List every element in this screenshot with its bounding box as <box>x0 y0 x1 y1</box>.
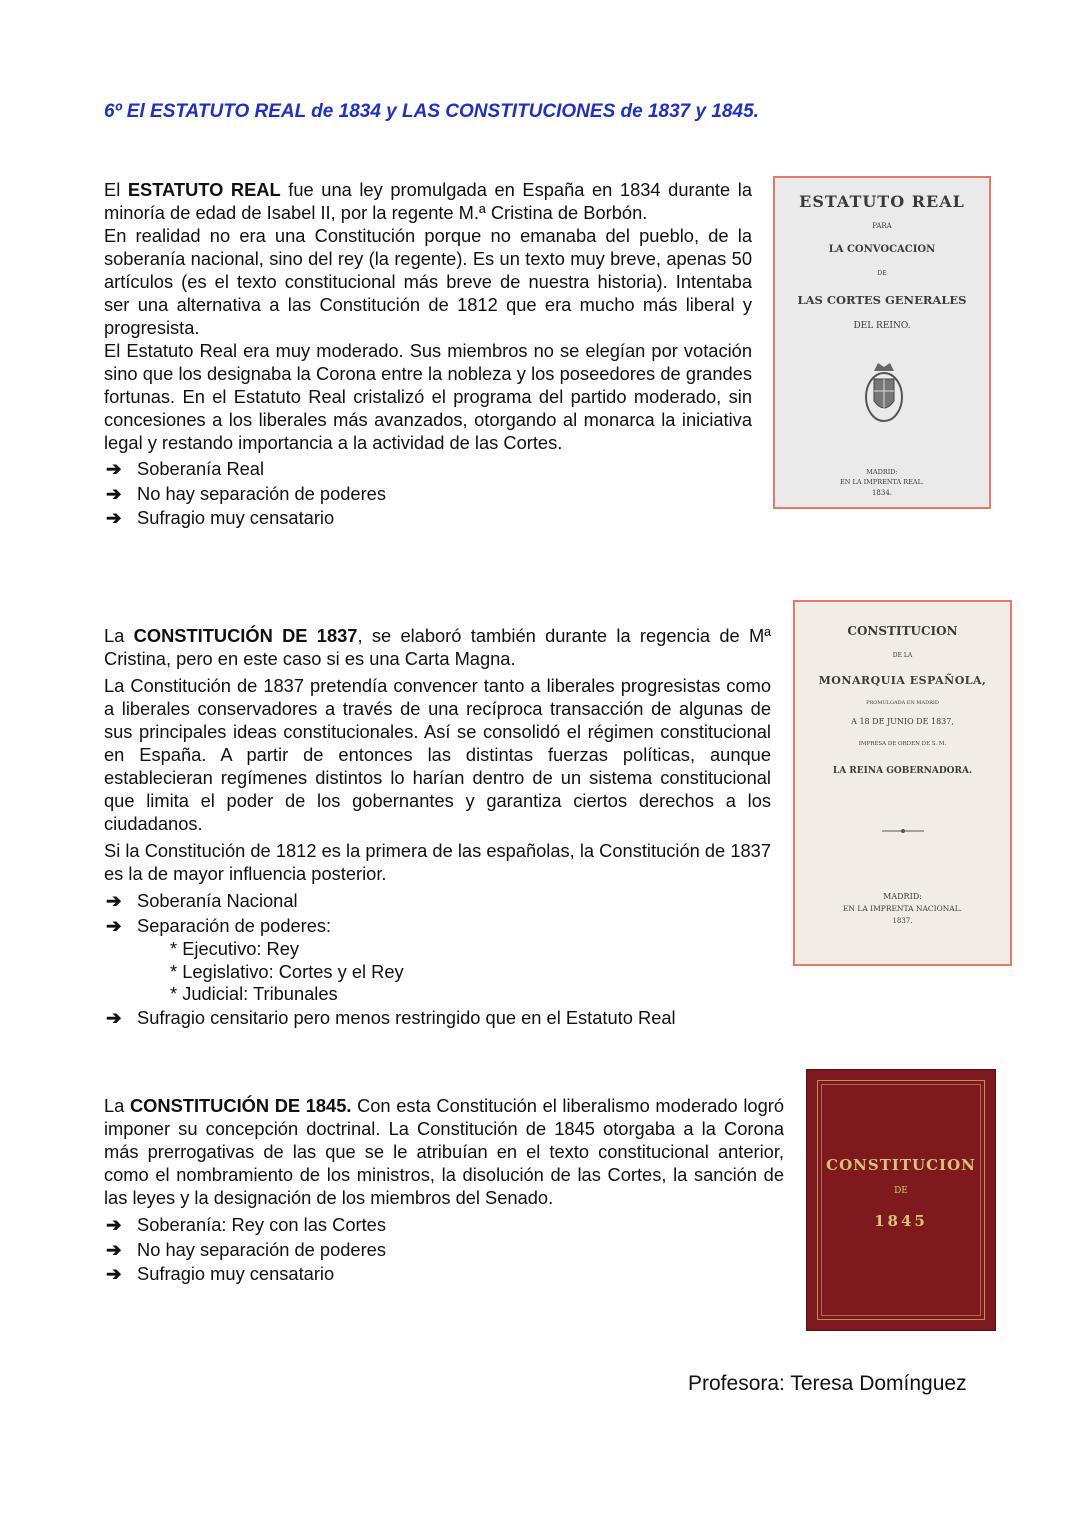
paragraph: La Constitución de 1837 pretendía convencer tanto a liberales progresistas como a liberales conservadores a través de una recíproca transacción de algunas de sus principales ideas constitucionales. Así se consolidó el régimen constitucional en España. A partir de entonces las distintas fuerzas políticas, aunque establecieran regímenes distintos lo harían dentro de un sistema constitucional que limita el poder de los gobernantes y garantiza ciertos derechos a los ciudadanos. <box>104 675 771 834</box>
cover-text: IMPRESA DE ORDEN DE S. M. <box>858 741 947 747</box>
cover-text: PARA <box>872 222 892 230</box>
cover-text: EN LA IMPRENTA REAL. <box>840 478 924 486</box>
bullet-list <box>104 1006 771 1031</box>
cover-text: PROMULGADA EN MADRID <box>866 700 939 706</box>
arrow-right-icon: ➔ <box>106 1006 122 1028</box>
estatuto-real-cover-image <box>773 176 991 509</box>
list-item <box>104 1262 784 1287</box>
paragraph <box>104 178 752 224</box>
sub-item: * Legislativo: Cortes y el Rey <box>170 960 404 982</box>
constitucion-1837-cover-image <box>793 600 1012 966</box>
section-estatuto-real <box>104 178 752 531</box>
cover-text: ESTATUTO REAL <box>799 192 965 211</box>
list-item-text: Sufragio censitario pero menos restringido que en el Estatuto Real <box>137 1006 676 1028</box>
list-item-text: No hay separación de poderes <box>137 1238 386 1260</box>
text: fue una ley promulgada en España en 1834 durante la minoría de edad de Isabel II, por la regente M.ª Cristina de Borbón. <box>104 179 752 223</box>
royal-crest-icon <box>862 361 906 425</box>
list-item <box>104 914 771 939</box>
cover-text: LA CONVOCACION <box>828 244 936 255</box>
list-item-text: Soberanía Real <box>137 458 265 479</box>
cover-text: CONSTITUCION <box>847 624 958 638</box>
section-constitucion-1837 <box>104 624 771 1030</box>
text: Con esta Constitución el liberalismo moderado logró imponer su concepción doctrinal. La Constitución de 1845 otorgaba a la Corona más prerrogativas de las que se le atribuían en el texto constitucional anterior, como el nombramiento de los ministros, la disolución de las Cortes, la sanción de las leyes y la designación de los miembros del Senado. <box>104 1095 784 1208</box>
list-item <box>104 457 752 482</box>
paragraph <box>104 1094 784 1209</box>
term-estatuto-real: ESTATUTO REAL <box>127 179 281 200</box>
cover-text: MONARQUIA ESPAÑOLA, <box>818 674 987 687</box>
bullet-list <box>104 1213 784 1287</box>
list-item <box>104 889 771 914</box>
list-item <box>104 1006 771 1031</box>
bullet-list <box>104 889 771 938</box>
cover-text: 1834. <box>871 489 893 497</box>
page-title: 6º El ESTATUTO REAL de 1834 y LAS CONSTITUCIONES de 1837 y 1845. <box>104 101 759 122</box>
arrow-right-icon: ➔ <box>106 1263 122 1284</box>
list-item-text: Soberanía: Rey con las Cortes <box>137 1214 386 1235</box>
cover-text: MADRID: <box>866 468 898 476</box>
bullet-list <box>104 457 752 531</box>
list-item-text: Sufragio muy censatario <box>137 1263 335 1284</box>
paragraph: En realidad no era una Constitución porque no emanaba del pueblo, de la soberanía nacional, sino del rey (la regente). Es un texto muy breve, apenas 50 artículos (es el texto constitucional más breve de nuestra historia). Intentaba ser una alternativa a las Constitución de 1812 que era mucho más liberal y progresista. <box>104 225 752 338</box>
cover-text: A 18 DE JUNIO DE 1837, <box>851 717 954 726</box>
paragraph: El Estatuto Real era muy moderado. Sus miembros no se elegían por votación sino que los designaba la Corona entre la nobleza y los poseedores de grandes fortunas. En el Estatuto Real cristalizó el programa del partido moderado, sin concesiones a los liberales más avanzados, otorgando al monarca la iniciativa legal y restando importancia a la actividad de las Cortes. <box>104 340 752 453</box>
term-constitucion-1837: CONSTITUCIÓN DE 1837 <box>133 625 358 646</box>
text: , se elaboró también durante la regencia de Mª Cristina, pero en este caso si es una Carta Magna. <box>104 625 771 669</box>
arrow-right-icon: ➔ <box>106 482 122 504</box>
text: El <box>104 179 128 200</box>
sub-item: * Judicial: Tribunales <box>170 983 338 1004</box>
term-constitucion-1845: CONSTITUCIÓN DE 1845. <box>129 1095 352 1116</box>
list-item-text: Sufragio muy censatario <box>137 507 335 528</box>
cover-gold-frame-inner <box>821 1084 981 1316</box>
list-item-text: Soberanía Nacional <box>137 890 298 911</box>
list-item <box>104 506 752 531</box>
paragraph: Si la Constitución de 1812 es la primera de las españolas, la Constitución de 1837 es la de mayor influencia posterior. <box>104 840 771 884</box>
cover-text: EN LA IMPRENTA NACIONAL. <box>842 904 963 913</box>
list-item <box>104 482 752 507</box>
cover-text: LAS CORTES GENERALES <box>797 293 967 307</box>
cover-text: LA REINA GOBERNADORA. <box>832 766 973 776</box>
list-item-text: Separación de poderes: <box>137 914 332 936</box>
cover-text: MADRID: <box>883 892 922 901</box>
arrow-right-icon: ➔ <box>106 1214 122 1235</box>
cover-text: DE <box>877 270 887 277</box>
arrow-right-icon: ➔ <box>106 1238 122 1260</box>
section-constitucion-1845 <box>104 1094 784 1287</box>
author-credit: Profesora: Teresa Domínguez <box>688 1372 967 1395</box>
cover-text: DEL REINO. <box>853 321 911 331</box>
ornament-divider-icon <box>882 827 924 835</box>
list-item <box>104 1213 784 1238</box>
arrow-right-icon: ➔ <box>106 458 122 479</box>
cover-text: 1845 <box>874 1212 928 1230</box>
list-item <box>104 1238 784 1263</box>
cover-text: CONSTITUCION <box>826 1156 976 1174</box>
arrow-right-icon: ➔ <box>106 890 122 911</box>
text: La <box>104 1095 130 1116</box>
constitucion-1845-cover-image <box>806 1069 996 1331</box>
arrow-right-icon: ➔ <box>106 507 122 528</box>
cover-text: DE LA <box>892 652 913 659</box>
sub-item: * Ejecutivo: Rey <box>170 938 300 959</box>
cover-text: 1837. <box>892 917 913 925</box>
text: La <box>104 625 134 646</box>
paragraph <box>104 624 771 670</box>
cover-text: DE <box>894 1186 908 1196</box>
arrow-right-icon: ➔ <box>106 914 122 936</box>
list-item-text: No hay separación de poderes <box>137 482 386 504</box>
